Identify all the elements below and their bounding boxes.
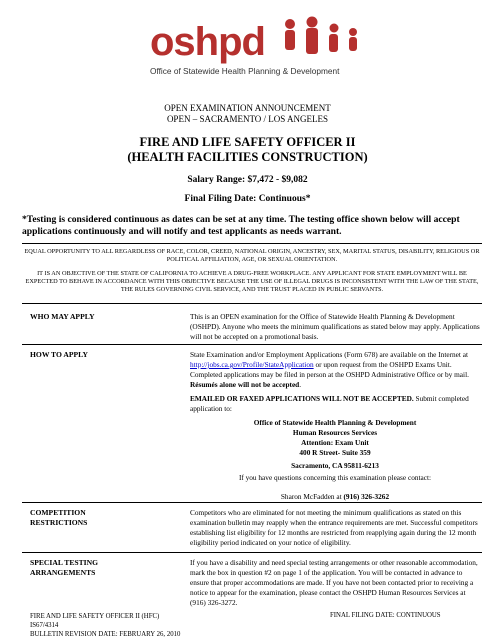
special-testing-text: If you have a disability and need special testing arrangements or other reasonable accommodation, mark the box in question #2 on page 1 of the application. You will be contacted in advance to ensure that proper accommodations are made. If you have not been contacted prior to receiving a notice to appear for the examination, please contact the OSHPD Human Resources Services at (916) 326-3272. [190, 558, 478, 607]
address-line-5: Sacramento, CA 95811-6213 [291, 461, 379, 470]
logo-subtitle: Office of Statewide Health Planning & Development [150, 66, 340, 76]
how-text-1: State Examination and/or Employment Applications (Form 678) are available on the Internet at [190, 350, 469, 359]
footer-left [30, 612, 180, 639]
contact-name: Sharon McFadden at [280, 492, 344, 501]
contact-phone: (916) 326-3262 [343, 492, 390, 501]
resumes-note: Résumés alone will not be accepted [190, 380, 300, 389]
how-to-apply-label: HOW TO APPLY [30, 350, 88, 359]
family-figures-icon [270, 16, 370, 66]
divider [22, 552, 482, 553]
state-application-link[interactable]: http://jobs.ca.gov/Profile/StateApplication [190, 360, 314, 369]
address-line-2: Human Resources Services [292, 428, 378, 437]
how-text-2: or upon request from the OSHPD Exams Unit. Completed applications may be filed in person at the OSHPD Administrative Office or by mail. [190, 360, 469, 379]
testing-note: *Testing is considered continuous as dates can be set at any time. The testing office shown below will accept applications continuously and will notify and test applicants as needs warrant. [22, 214, 460, 237]
competition-label-line-2: RESTRICTIONS [30, 518, 88, 527]
divider [22, 344, 482, 345]
logo-wordmark: oshpd [150, 20, 265, 64]
final-filing-date: Final Filing Date: Continuous* [184, 194, 311, 204]
who-may-apply-text: This is an OPEN examination for the Office of Statewide Health Planning & Development (OSHPD). Anyone who meets the minimum qualifications as stated below may apply. Applications will not be accepted on a promotional basis. [190, 312, 480, 341]
competition-restrictions-text: Competitors who are eliminated for not meeting the minimum qualifications as stated on this examination bulletin may reapply when the entrance requirements are met. Successful competitors establishing list eligibility for 12 months are restricted from reapplying again during the 12 month eligibility period indicated on your notice of eligibility. [190, 508, 478, 547]
period: . [299, 380, 302, 389]
emailed-rest: Submit completed application to: [190, 394, 469, 413]
special-label-line-1: SPECIAL TESTING [30, 558, 99, 567]
competition-label-line-1: COMPETITION [30, 508, 86, 517]
address-line-1: Office of Statewide Health Planning & Development [253, 418, 417, 427]
special-testing-label [30, 558, 140, 578]
special-label-line-2: ARRANGEMENTS [30, 568, 96, 577]
address-line-3: Attention: Exam Unit [301, 438, 369, 447]
job-title-line-1: FIRE AND LIFE SAFETY OFFICER II [139, 135, 356, 149]
divider [22, 243, 482, 244]
divider [22, 502, 482, 503]
who-may-apply-label: WHO MAY APPLY [30, 312, 95, 321]
emailed-note [190, 394, 480, 414]
emailed-bold: EMAILED OR FAXED APPLICATIONS WILL NOT BE ACCEPTED. [190, 394, 414, 403]
competition-restrictions-label [30, 508, 140, 528]
questions-text: If you have questions concerning this examination please contact: [238, 473, 432, 482]
address-line-4: 400 R Street- Suite 359 [299, 448, 371, 457]
job-title-line-2: (HEALTH FACILITIES CONSTRUCTION) [127, 150, 368, 164]
footer-line-3: BULLETIN REVISION DATE: FEBRUARY 26, 2010 [30, 631, 181, 638]
how-to-apply-text [190, 350, 480, 390]
footer-line-1: FIRE AND LIFE SAFETY OFFICER II (HFC) [30, 613, 160, 620]
footer-line-2: IS67/4314 [30, 622, 59, 629]
divider [22, 303, 482, 304]
drug-free-statement: IT IS AN OBJECTIVE OF THE STATE OF CALIFORNIA TO ACHIEVE A DRUG-FREE WORKPLACE. ANY APPLICANT FOR STATE EMPLOYMENT WILL BE EXPECTED TO BEHAVE IN ACCORDANCE WITH THIS OBJECTIVE BECAUSE THE USE OF ILLEGAL DRUGS IS INCONSISTENT WITH THE LAW OF THE STATE, THE RULES GOVERNING CIVIL SERVICE, AND THE TRUST PLACED IN PUBLIC SERVANTS. [25, 270, 479, 293]
footer-right: FINAL FILING DATE: CONTINUOUS [330, 612, 441, 619]
announcement-line-1: OPEN EXAMINATION ANNOUNCEMENT [164, 103, 331, 113]
contact-line [190, 492, 480, 502]
announcement-line-2: OPEN – SACRAMENTO / LOS ANGELES [166, 114, 329, 124]
eeo-statement: EQUAL OPPORTUNITY TO ALL REGARDLESS OF RACE, COLOR, CREED, NATIONAL ORIGIN, ANCESTRY, SEX, MARITAL STATUS, DISABILITY, RELIGIOUS OR POLITICAL AFFILIATION, AGE, OR SEXUAL ORIENTATION. [24, 248, 480, 263]
salary-range: Salary Range: $7,472 - $9,082 [187, 175, 308, 185]
